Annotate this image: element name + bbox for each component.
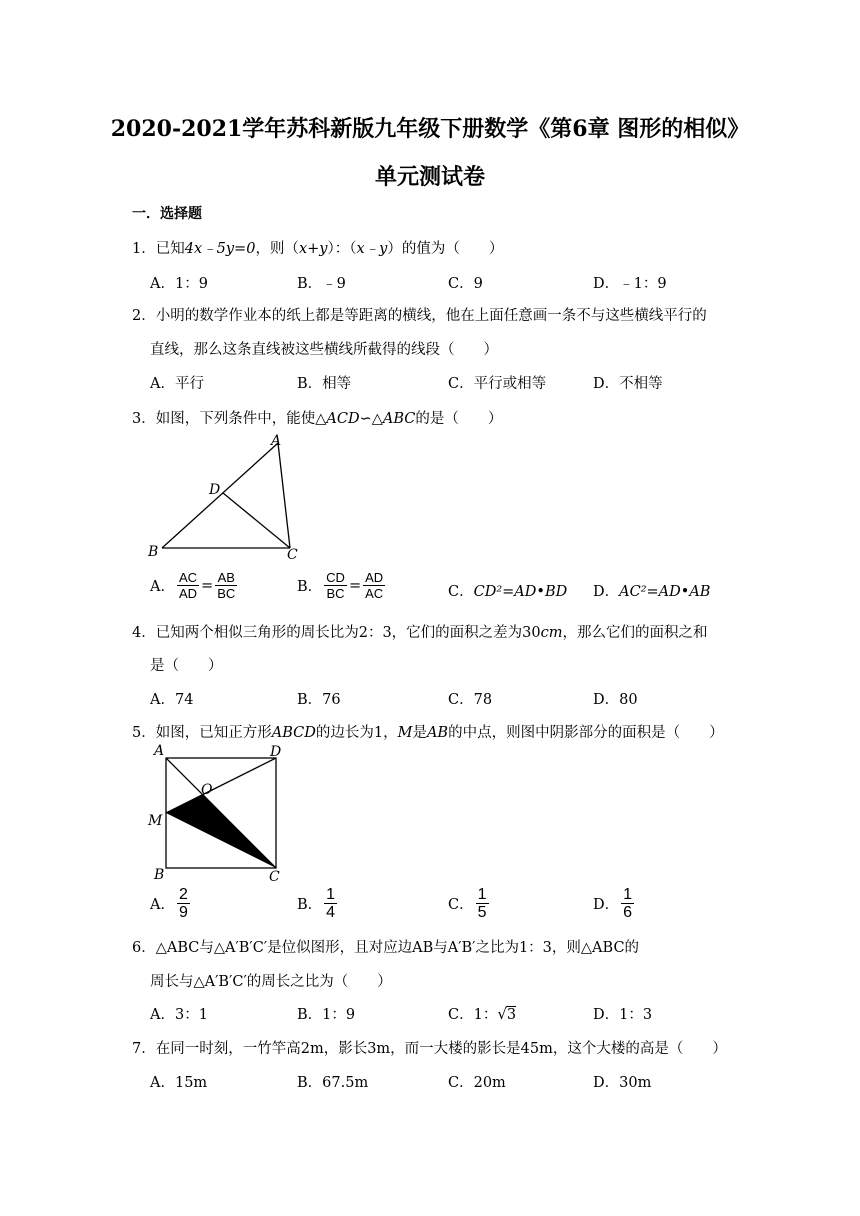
fraction: $\frac{2}{9}$ [178,886,188,921]
vertex-a-label: A [271,433,282,449]
q1-option-c: C．9 [448,276,483,292]
fraction: $\frac{AB}{BC}$ [217,570,236,601]
point-o-label: O [201,782,213,798]
page-title: 2020-2021学年苏科新版九年级下册数学《第6章 图形的相似》 [110,116,750,142]
fraction: $\frac{1}{5}$ [477,886,487,921]
question-2-line-1: 2．小明的数学作业本的纸上都是等距离的横线，他在上面任意画一条不与这些横线平行的 [132,308,707,324]
question-6-line-1: 6．△ABC与△A′B′C′是位似图形，且对应边AB与A′B′之比为1：3，则△ABC的 [132,940,640,956]
q7-option-c: C．20m [448,1075,506,1091]
question-4-line-2: 是（ ） [150,658,223,674]
question-5: 5．如图，已知正方形ABCD的边长为1，M是AB的中点，则图中阴影部分的面积是（ ） [132,725,724,741]
q7-option-d: D．30m [593,1075,652,1091]
q7-option-b: B．67.5m [297,1075,369,1091]
triangle-figure [140,432,310,562]
question-6-line-2: 周长与△A′B′C′的周长之比为（ ） [150,974,392,990]
q5-option-c: C． $\frac{1}{5}$ [448,886,487,921]
q2-option-b: B．相等 [297,376,352,392]
line-dc [223,493,290,548]
q5-option-b: B． $\frac{1}{4}$ [297,886,336,921]
question-4-line-1: 4．已知两个相似三角形的周长比为2：3，它们的面积之差为30cm，那么它们的面积之和 [132,625,708,641]
q4-option-b: B．76 [297,692,341,708]
q1-option-a: A．1：9 [150,276,208,292]
point-m-label: M [148,813,163,829]
fraction: $\frac{1}{6}$ [623,886,633,921]
shaded-triangle [166,794,276,868]
vertex-b-label: B [154,867,165,883]
vertex-c-label: C [269,869,280,884]
q6-option-a: A．3：1 [150,1007,208,1023]
sqrt-symbol: √ [497,1005,507,1023]
vertex-b-label: B [148,544,159,560]
q5-option-a: A． $\frac{2}{9}$ [150,886,188,921]
q2-option-c: C．平行或相等 [448,376,547,392]
q4-option-a: A．74 [150,692,194,708]
fraction: $\frac{1}{4}$ [326,886,336,921]
q2-option-d: D．不相等 [593,376,663,392]
q6-option-b: B．1：9 [297,1007,356,1023]
q1-option-d: D．﹣1：9 [593,276,667,292]
fraction: $\frac{CD}{BC}$ [326,570,345,601]
q6-option-c: C．1：√3 [448,1005,517,1023]
q1-option-b: B．﹣9 [297,276,346,292]
q7-option-a: A．15m [150,1075,208,1091]
fraction: $\frac{AC}{AD}$ [178,570,198,601]
q4-option-d: D．80 [593,692,638,708]
q4-option-c: C．78 [448,692,493,708]
question-7: 7．在同一时刻，一竹竿高2m，影长3m，而一大楼的影长是45m，这个大楼的高是（ ） [132,1041,727,1057]
line-ac [278,443,290,548]
question-3: 3．如图，下列条件中，能使△ACD∽△ABC的是（ ） [132,411,503,427]
q3-option-a: A． $\frac{AC}{AD}$ = $\frac{AB}{BC}$ [150,570,236,601]
vertex-d-label: D [209,482,221,498]
q6-option-d: D．1：3 [593,1007,653,1023]
section-heading: 一．选择题 [132,206,202,222]
fraction: $\frac{AD}{AC}$ [365,570,384,601]
page-subtitle: 单元测试卷 [374,164,485,190]
q3-option-c: C．CD²=AD•BD [448,584,568,600]
vertex-a-label: A [154,743,165,759]
square-figure [142,742,292,884]
vertex-d-label: D [270,744,282,760]
question-1: 1．已知4x﹣5y=0，则（x+y）：（x﹣y）的值为（ ） [132,241,504,257]
q5-option-d: D． $\frac{1}{6}$ [593,886,633,921]
q3-option-b: B． $\frac{CD}{BC}$ = $\frac{AD}{AC}$ [297,570,384,601]
q3-option-d: D．AC²=AD•AB [593,584,711,600]
question-2-line-2: 直线，那么这条直线被这些横线所截得的线段（ ） [150,342,498,358]
vertex-c-label: C [287,547,298,562]
q2-option-a: A．平行 [150,376,204,392]
